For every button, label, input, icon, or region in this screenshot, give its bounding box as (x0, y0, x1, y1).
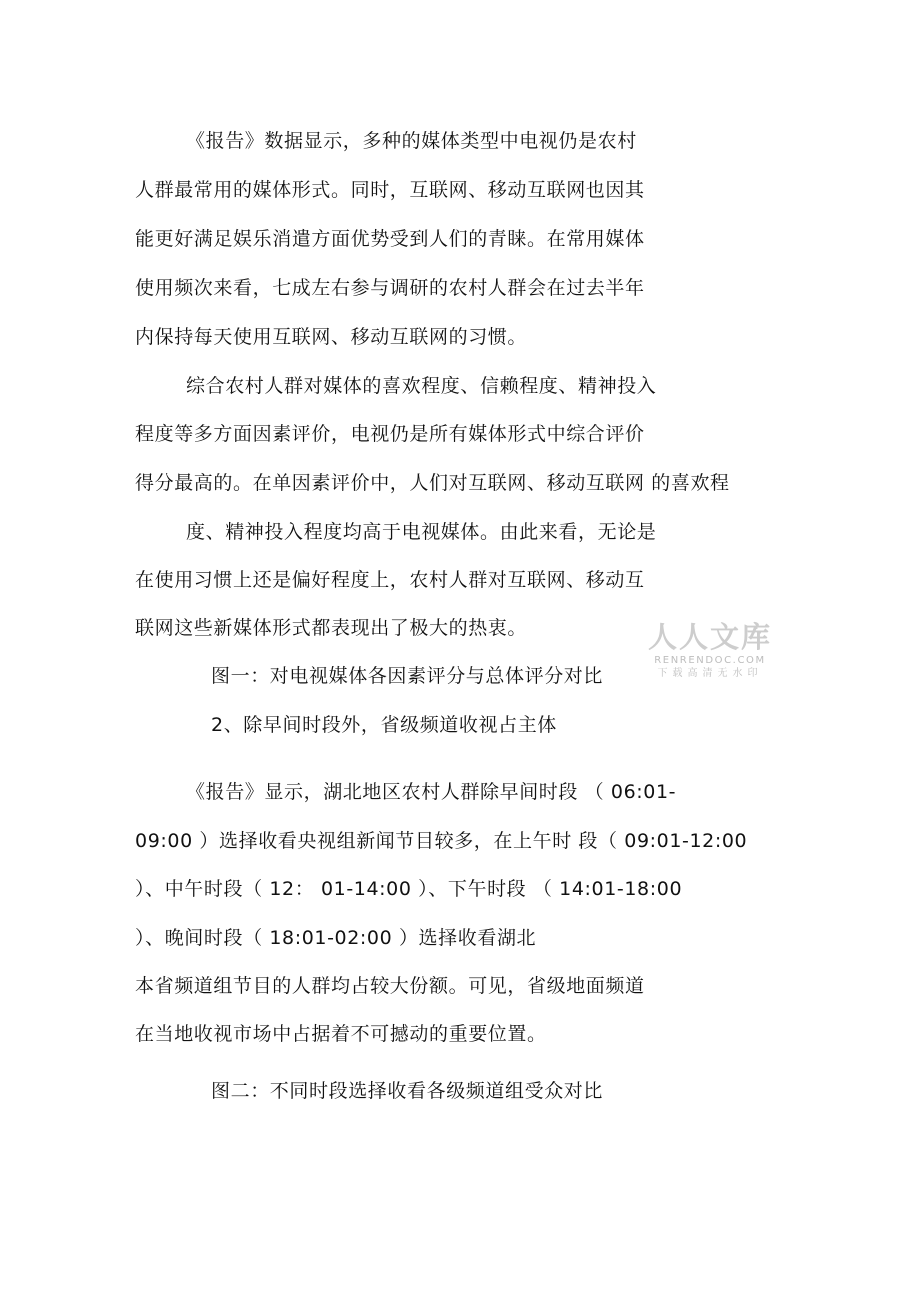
paragraph-2-line-5: 在使用习惯上还是偏好程度上，农村人群对互联网、移动互 (135, 569, 645, 591)
paragraph-3-line-1: 《报告》显示，湖北地区农村人群除早间时段 （ 06:01- (186, 781, 677, 803)
section-2-heading: 2、除早间时段外，省级频道收视占主体 (211, 714, 557, 736)
paragraph-1-line-2: 人群最常用的媒体形式。同时，互联网、移动互联网也因其 (135, 179, 645, 201)
figure-1-caption: 图一：对电视媒体各因素评分与总体评分对比 (211, 665, 604, 687)
figure-2-caption: 图二：不同时段选择收看各级频道组受众对比 (211, 1080, 604, 1102)
paragraph-3-line-4: ）、晚间时段（ 18:01-02:00 ）选择收看湖北 (135, 927, 537, 949)
paragraph-1-line-4: 使用频次来看，七成左右参与调研的农村人群会在过去半年 (135, 277, 645, 299)
paragraph-3-line-6: 在当地收视市场中占据着不可撼动的重要位置。 (135, 1023, 547, 1045)
watermark-domain: RENRENDOC.COM (654, 655, 766, 666)
paragraph-2-line-2: 程度等多方面因素评价，电视仍是所有媒体形式中综合评价 (135, 423, 645, 445)
paragraph-3-line-5: 本省频道组节目的人群均占较大份额。可见，省级地面频道 (135, 975, 645, 997)
paragraph-3-line-3: ）、中午时段（ 12： 01-14:00 ）、下午时段 （ 14:01-18:00 (135, 878, 683, 900)
paragraph-2-line-6: 联网这些新媒体形式都表现出了极大的热衷。 (135, 617, 528, 639)
paragraph-2-line-1: 综合农村人群对媒体的喜欢程度、信赖程度、精神投入 (186, 375, 657, 397)
watermark-logo (648, 620, 772, 680)
paragraph-2-line-4: 度、精神投入程度均高于电视媒体。由此来看，无论是 (186, 521, 657, 543)
paragraph-2-line-3: 得分最高的。在单因素评价中，人们对互联网、移动互联网 的喜欢程 (135, 472, 730, 494)
watermark-tagline: 下载高清无水印 (657, 668, 763, 679)
paragraph-1-line-5: 内保持每天使用互联网、移动互联网的习惯。 (135, 326, 528, 348)
paragraph-1-line-1: 《报告》数据显示，多种的媒体类型中电视仍是农村 (186, 130, 637, 152)
paragraph-3-line-2: 09:00 ）选择收看央视组新闻节目较多，在上午时 段（ 09:01-12:00 (135, 830, 748, 852)
paragraph-1-line-3: 能更好满足娱乐消遣方面优势受到人们的青睐。在常用媒体 (135, 228, 645, 250)
watermark-title: 人人文库 (648, 620, 773, 654)
